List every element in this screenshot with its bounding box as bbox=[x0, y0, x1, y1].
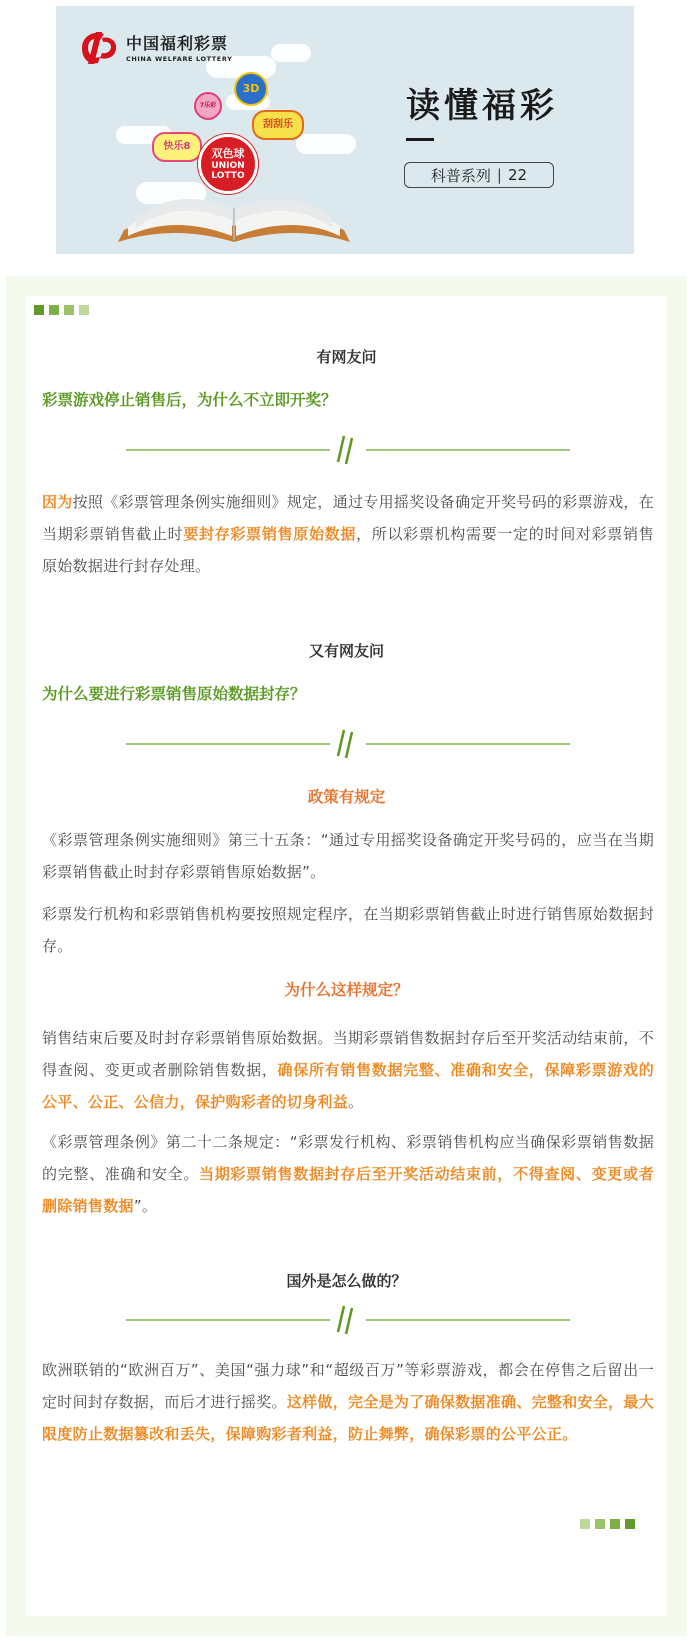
highlight-text: 这样做，完全是为了确保数据准确、完整和安全，最大限度防止数据篡改和丢失，保障购彩者利益，防止舞弊，确保彩票的公平公正。 bbox=[42, 1393, 655, 1443]
decor-square bbox=[580, 1519, 590, 1529]
ball-3d bbox=[234, 72, 268, 106]
ball-label: 7乐彩 bbox=[199, 102, 217, 109]
cloud-decoration bbox=[296, 134, 356, 154]
section-divider bbox=[126, 1302, 570, 1338]
banner-title: 读懂福彩 bbox=[406, 86, 558, 126]
decor-square bbox=[610, 1519, 620, 1529]
section2-paragraph-4 bbox=[42, 1126, 654, 1222]
series-label: 科普系列 bbox=[430, 166, 491, 185]
section3-paragraph bbox=[42, 1354, 654, 1450]
highlight-text: 因为 bbox=[42, 493, 73, 511]
series-badge bbox=[404, 162, 554, 188]
section2-paragraph-2: 彩票发行机构和彩票销售机构要按照规定程序，在当期彩票销售截止时进行销售原始数据封存。 bbox=[42, 905, 655, 955]
decor-square bbox=[79, 305, 89, 315]
section2-heading: 又有网友问 bbox=[308, 642, 384, 660]
ball-label: LOTTO bbox=[211, 171, 245, 181]
body-text: 《彩票管理条例》第二十二条规定：“彩票发行机构、彩票销售机构应当确保彩票销售数据的完整、准确和安全。 bbox=[42, 1133, 654, 1183]
body-text: 按照《彩票管理条例实施细则》规定，通过专用摇奖设备确定开奖号码的彩票游戏，在当期彩票销售截止时 bbox=[42, 493, 655, 543]
section1-heading: 有网友问 bbox=[316, 348, 377, 366]
ball-label: 3D bbox=[242, 82, 260, 95]
subsection-policy-title: 政策有规定 bbox=[307, 788, 386, 806]
cloud-decoration bbox=[271, 44, 311, 62]
section2-question: 为什么要进行彩票销售原始数据封存？ bbox=[42, 685, 306, 703]
body-text: ，所以彩票机构需要一定的时间对彩票销售原始数据进行封存处理。 bbox=[42, 525, 655, 575]
header-banner bbox=[56, 6, 634, 254]
section-divider bbox=[126, 432, 570, 468]
decor-square bbox=[49, 305, 59, 315]
logo-chinese-text: 中国福利彩票 bbox=[126, 34, 229, 53]
decor-square bbox=[595, 1519, 605, 1529]
body-text: 欧洲联销的“欧洲百万”、美国“强力球”和“超级百万”等彩票游戏，都会在停售之后留出一定时间封存数据，而后才进行摇奖。 bbox=[42, 1361, 654, 1411]
body-text: ”。 bbox=[133, 1197, 158, 1215]
ball-guaguale bbox=[252, 110, 304, 140]
lottery-logo-icon bbox=[78, 28, 120, 66]
section3-heading: 国外是怎么做的？ bbox=[286, 1272, 407, 1290]
body-text: 销售结束后要及时封存彩票销售原始数据。当期彩票销售数据封存后至开奖活动结束前，不得查阅、变更或者删除销售数据， bbox=[42, 1029, 655, 1079]
ball-label: 双色球 bbox=[211, 147, 245, 160]
section2-paragraph-1: 《彩票管理条例实施细则》第三十五条：“通过专用摇奖设备确定开奖号码的，应当在当期彩票销售截止时封存彩票销售原始数据”。 bbox=[42, 831, 654, 881]
ball-label: 快乐8 bbox=[163, 141, 191, 152]
decor-square bbox=[34, 305, 44, 315]
section1-paragraph bbox=[42, 486, 654, 582]
section2-paragraph-3 bbox=[42, 1022, 654, 1118]
open-book-illustration bbox=[114, 156, 354, 254]
highlight-text: 要封存彩票销售原始数据 bbox=[183, 525, 357, 543]
series-number: 22 bbox=[507, 166, 528, 184]
section1-question: 彩票游戏停止销售后，为什么不立即开奖？ bbox=[42, 391, 337, 409]
section-divider bbox=[126, 726, 570, 762]
subsection-why-title: 为什么这样规定？ bbox=[284, 981, 409, 999]
title-dash bbox=[406, 138, 434, 141]
ball-7lecai bbox=[194, 92, 222, 120]
body-text: 。 bbox=[348, 1093, 364, 1111]
decor-square bbox=[64, 305, 74, 315]
highlight-text: 确保所有销售数据完整、准确和安全，保障彩票游戏的公平、公正、公信力，保护购彩者的切身利益 bbox=[42, 1061, 654, 1111]
highlight-text: 当期彩票销售数据封存后至开奖活动结束前，不得查阅、变更或者删除销售数据 bbox=[42, 1165, 654, 1215]
decor-square bbox=[625, 1519, 635, 1529]
welfare-lottery-logo bbox=[78, 28, 232, 66]
logo-english-text: CHINA WELFARE LOTTERY bbox=[126, 55, 233, 63]
ball-label: 刮刮乐 bbox=[263, 119, 293, 130]
series-separator: | bbox=[496, 166, 502, 184]
ball-label: UNION bbox=[211, 161, 245, 171]
